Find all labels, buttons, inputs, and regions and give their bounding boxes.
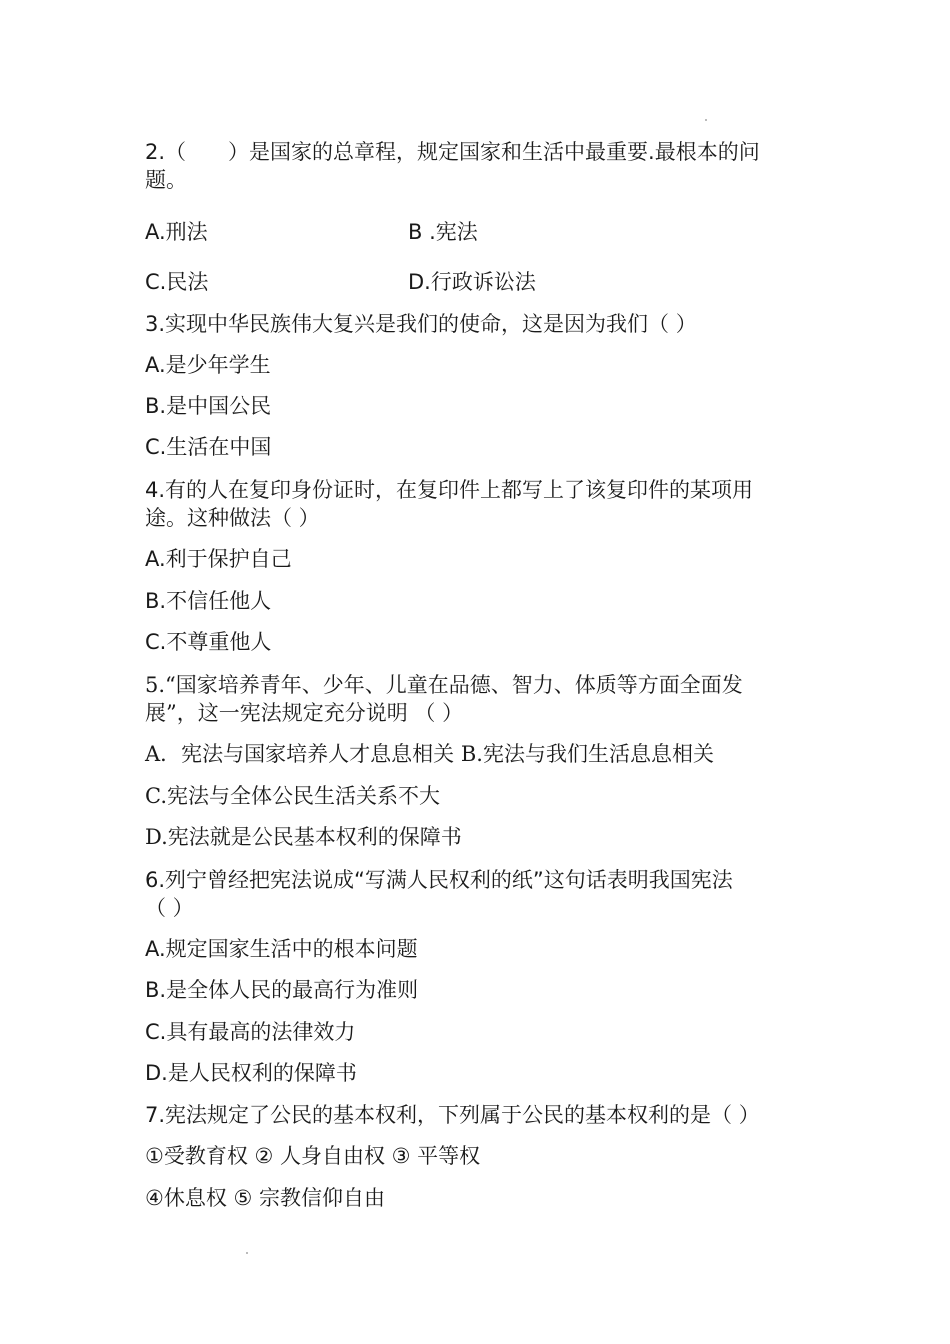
scan-speck — [246, 1252, 248, 1254]
question-6-option-a: A.规定国家生活中的根本问题 — [145, 937, 418, 961]
scan-speck — [705, 119, 707, 121]
question-2-option-d: D.行政诉讼法 — [408, 270, 536, 294]
question-4-stem-line-1: 4.有的人在复印身份证时，在复印件上都写上了该复印件的某项用 — [145, 478, 754, 502]
question-7-choices-line-2: ④休息权 ⑤ 宗教信仰自由 — [145, 1186, 386, 1210]
question-7-choices-line-1: ①受教育权 ② 人身自由权 ③ 平等权 — [145, 1144, 481, 1168]
question-2-stem-line-1: 2.（ ）是国家的总章程，规定国家和生活中最重要.最根本的问 — [145, 140, 760, 164]
question-2-option-a: A.刑法 — [145, 220, 208, 244]
question-3-option-a: A.是少年学生 — [145, 353, 271, 377]
question-5-stem-line-1: 5.“国家培养青年、少年、儿童在品德、智力、体质等方面全面发 — [145, 673, 743, 697]
question-6-stem-line-2: （ ） — [145, 896, 194, 920]
question-5-option-d: D.宪法就是公民基本权利的保障书 — [145, 825, 462, 849]
question-2-option-b: B .宪法 — [408, 220, 478, 244]
question-7-stem: 7.宪法规定了公民的基本权利，下列属于公民的基本权利的是（ ） — [145, 1103, 760, 1127]
question-4-stem-line-2: 途。这种做法（ ） — [145, 506, 320, 530]
question-6-option-d: D.是人民权利的保障书 — [145, 1061, 357, 1085]
question-6-option-c: C.具有最高的法律效力 — [145, 1020, 356, 1044]
question-3-option-b: B.是中国公民 — [145, 394, 272, 418]
question-4-option-c: C.不尊重他人 — [145, 630, 272, 654]
question-3-stem: 3.实现中华民族伟大复兴是我们的使命，这是因为我们（ ） — [145, 312, 697, 336]
question-3-option-c: C.生活在中国 — [145, 435, 272, 459]
question-2-option-c: C.民法 — [145, 270, 209, 294]
question-4-option-a: A.利于保护自己 — [145, 547, 292, 571]
question-2-stem-line-2: 题。 — [145, 168, 187, 192]
question-6-option-b: B.是全体人民的最高行为准则 — [145, 978, 419, 1002]
question-5-option-a-b: A．宪法与国家培养人才息息相关 B.宪法与我们生活息息相关 — [145, 742, 714, 766]
question-5-stem-line-2: 展”，这一宪法规定充分说明 （ ） — [145, 701, 464, 725]
question-4-option-b: B.不信任他人 — [145, 589, 272, 613]
question-5-option-c: C.宪法与全体公民生活关系不大 — [145, 784, 440, 808]
question-6-stem-line-1: 6.列宁曾经把宪法说成“写满人民权利的纸”这句话表明我国宪法 — [145, 868, 733, 892]
